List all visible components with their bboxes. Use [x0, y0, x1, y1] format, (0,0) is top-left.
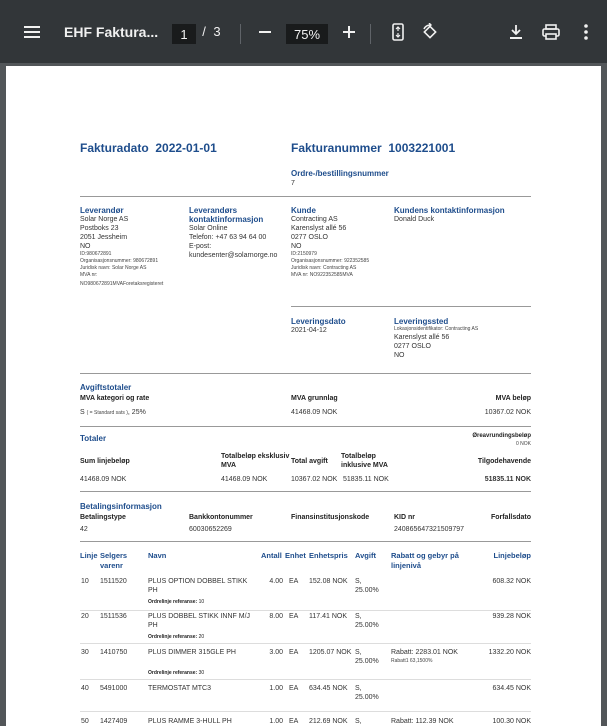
customer-label: Kunde [291, 206, 316, 215]
customer-detail: Organisasjonsnummer: 922352585 [291, 258, 370, 264]
incl-value: 51835.11 NOK [343, 476, 389, 483]
customer-contact-line: Donald Duck [394, 216, 435, 223]
line-name: PLUS DIMMER 315GLE PH [148, 649, 236, 656]
toolbar-divider [370, 24, 371, 44]
order-line-ref [148, 670, 204, 676]
page-number-input[interactable]: 1 [172, 24, 196, 44]
invoice-number-label: Fakturanummer [291, 141, 382, 155]
col-tax-header: Avgift [355, 551, 376, 560]
supplier-line: NO [80, 243, 91, 250]
zoom-input[interactable]: 75% [286, 24, 328, 44]
divider [291, 306, 531, 307]
divider [80, 491, 531, 492]
line-qty: 1.00 [269, 685, 283, 692]
delivery-location-id: Lokasjonsidentifikator: Contracting AS [394, 326, 479, 332]
tax-total-header: Total avgift [291, 458, 328, 465]
printer-icon [542, 24, 560, 40]
divider [80, 426, 531, 427]
payment-type-header: Betalingstype [80, 514, 126, 521]
customer-contact-block [394, 206, 534, 224]
line-unit: EA [289, 685, 299, 692]
tax-base-value: 41468.09 NOK [291, 409, 338, 416]
account-header: Bankkontonummer [189, 514, 253, 521]
order-ref: 7 [291, 180, 295, 187]
delivery-line: NO [394, 352, 405, 359]
institution-header: Finansinstitusjonskode [291, 514, 370, 521]
totals-label: Totaler [80, 434, 107, 443]
customer-line: NO [291, 243, 302, 250]
line-name: TERMOSTAT MTC3 [148, 685, 211, 692]
download-icon [509, 24, 523, 40]
due-header: Tilgodehavende [477, 458, 531, 465]
rotate-button[interactable] [419, 0, 441, 63]
customer-block [291, 206, 391, 279]
col-discount-header: Rabatt og gebyr på linjenivå [391, 551, 459, 570]
tax-category-code: S [80, 409, 85, 416]
customer-contact-label: Kundens kontaktinformasjon [394, 206, 505, 215]
excl-header: Totalbeløp eksklusiv MVA [221, 453, 290, 469]
line-price: 152.08 NOK [309, 578, 348, 585]
order-line-ref-label: Ordrelinje referanse: [148, 599, 198, 605]
order-line-ref-value: 20 [198, 634, 205, 640]
divider [80, 373, 531, 374]
divider [80, 541, 531, 542]
row-divider [80, 610, 531, 611]
supplier-line: Solar Norge AS [80, 216, 129, 223]
line-tax: S, 25.00% [355, 649, 379, 665]
supplier-line: Postboks 23 [80, 225, 119, 232]
line-amount: 634.45 NOK [492, 685, 531, 692]
line-qty: 4.00 [269, 578, 283, 585]
customer-line: Contracting AS [291, 216, 338, 223]
minus-icon [259, 31, 271, 33]
account-value: 60030652269 [189, 526, 232, 533]
sum-value: 41468.09 NOK [80, 476, 127, 483]
line-price: 212.69 NOK [309, 718, 348, 725]
order-line-ref-label: Ordrelinje referanse: [148, 670, 198, 676]
order-line-ref [148, 599, 204, 605]
line-tax: S, 25.00% [355, 578, 379, 594]
fit-page-button[interactable] [388, 0, 408, 63]
line-qty: 1.00 [269, 718, 283, 725]
document-title: EHF Faktura... [64, 23, 159, 40]
delivery-line: 0277 OSLO [394, 343, 431, 350]
kid-value: 240865647321509797 [394, 526, 465, 533]
line-item-number: 1410750 [100, 649, 128, 656]
line-name: PLUS OPTION DOBBEL STIKK PH [148, 578, 248, 594]
line-unit: EA [289, 649, 299, 656]
col-qty-header: Antall [261, 551, 282, 560]
rounding-label: Øreavrundingsbeløp [472, 433, 531, 439]
supplier-contact-label: Leverandørs kontaktinformasjon [189, 206, 264, 224]
more-vertical-icon [584, 24, 588, 40]
invoice-date: 2022-01-01 [155, 141, 217, 155]
customer-line: Karenslyst allé 56 [291, 225, 347, 232]
menu-button[interactable] [18, 0, 46, 63]
line-discount: Rabatt: 112.39 NOK [391, 718, 454, 725]
due-value: 51835.11 NOK [484, 476, 531, 483]
supplier-contact-line: kundesenter@solarnorge.no [189, 252, 278, 259]
delivery-date: 2021-04-12 [291, 327, 327, 334]
line-amount: 608.32 NOK [492, 578, 531, 585]
line-name: PLUS DOBBEL STIKK INNF M/J PH [148, 613, 251, 629]
invoice-number-block [291, 141, 455, 155]
page-total: 3 [213, 24, 221, 39]
toolbar-divider [240, 24, 241, 44]
delivery-place-label: Leveringssted [394, 317, 449, 326]
incl-header: Totalbeløp inklusive MVA [341, 453, 388, 469]
supplier-line: 2051 Jessheim [80, 234, 128, 241]
line-item-number: 1511520 [100, 578, 127, 585]
print-button[interactable] [539, 0, 563, 63]
plus-icon [343, 26, 355, 38]
line-price: 117.41 NOK [309, 613, 348, 620]
line-price: 634.45 NOK [309, 685, 348, 692]
line-number: 40 [81, 685, 89, 692]
tax-totals-label: Avgiftstotaler [80, 383, 132, 392]
payment-label: Betalingsinformasjon [80, 502, 162, 511]
line-unit: EA [289, 578, 299, 585]
hamburger-menu-icon [24, 26, 40, 38]
tax-amount-value: 10367.02 NOK [484, 409, 531, 416]
tax-base-header: MVA grunnlag [291, 395, 338, 402]
sum-header: Sum linjebeløp [80, 458, 130, 465]
supplier-contact-block [189, 206, 289, 260]
kid-header: KID nr [394, 514, 415, 521]
customer-detail: ID:2150979 [291, 251, 317, 257]
col-price-header: Enhetspris [309, 551, 348, 560]
invoice-date-block [80, 141, 217, 155]
due-date-header: Forfallsdato [490, 514, 531, 521]
pdf-toolbar [0, 0, 607, 63]
delivery-date-block [291, 317, 346, 335]
order-line-ref-label: Ordrelinje referanse: [148, 634, 198, 640]
divider [80, 196, 531, 197]
tax-category-note: ( = Standard sats ) [86, 410, 128, 416]
line-unit: EA [289, 613, 299, 620]
line-number: 20 [81, 613, 89, 620]
line-number: 30 [81, 649, 89, 656]
rotate-icon [421, 23, 439, 41]
supplier-block [80, 206, 185, 288]
tax-category-value [80, 408, 146, 417]
line-amount: 1332.20 NOK [488, 649, 531, 656]
line-amount: 100.30 NOK [492, 718, 531, 725]
invoice-date-label: Fakturadato [80, 141, 149, 155]
zoom-in-button[interactable] [338, 0, 360, 63]
order-line-ref-value: 10 [198, 599, 205, 605]
line-price: 1205.07 NOK [309, 649, 352, 656]
line-item-number: 5491000 [100, 685, 128, 692]
delivery-line: Karenslyst allé 56 [394, 334, 450, 341]
row-divider [80, 679, 531, 680]
line-qty: 8.00 [269, 613, 283, 620]
line-number: 10 [81, 578, 89, 585]
tax-category-rate: , 25% [127, 409, 146, 416]
customer-detail: Juridisk navn: Contracting AS [291, 265, 357, 271]
delivery-place-block [394, 317, 534, 360]
page-separator: / [202, 24, 206, 39]
download-button[interactable] [505, 0, 527, 63]
supplier-contact-line: E-post: [189, 243, 212, 250]
col-item-header: Selgers varenr [100, 551, 128, 570]
line-discount-detail: Rabatt1 63,1500% [391, 658, 433, 664]
delivery-date-label: Leveringsdato [291, 317, 346, 326]
customer-detail: MVA nr: NO922352585MVA [291, 272, 353, 278]
supplier-detail: ID:980672891 [80, 251, 112, 257]
tax-amount-header: MVA beløp [495, 395, 531, 402]
document-page [6, 66, 601, 726]
supplier-detail: Organisasjonsnummer: 980672891 [80, 258, 159, 264]
tax-category-header: MVA kategori og rate [80, 395, 150, 402]
row-divider [80, 711, 531, 712]
invoice-number: 1003221001 [388, 141, 456, 155]
supplier-detail: Juridisk navn: Solar Norge AS [80, 265, 147, 271]
supplier-contact-line: Solar Online [189, 225, 228, 232]
order-line-ref [148, 634, 204, 640]
supplier-detail: MVA nr: [80, 272, 98, 278]
line-tax: S, 25.00% [355, 613, 379, 629]
zoom-out-button[interactable] [254, 0, 276, 63]
line-number: 50 [81, 718, 89, 725]
fit-to-page-icon [392, 23, 404, 41]
payment-type-value: 42 [80, 526, 88, 533]
line-unit: EA [289, 718, 299, 725]
supplier-detail: NO980672891MVAForetaksregisteret [80, 281, 164, 287]
order-ref-label: Ordre-/bestillingsnummer [291, 169, 389, 178]
line-tax: S, [355, 718, 362, 725]
line-tax: S, 25.00% [355, 685, 379, 701]
col-amount-header: Linjebeløp [493, 551, 531, 560]
tax-total-value: 10367.02 NOK [291, 476, 338, 483]
col-unit-header: Enhet [285, 551, 306, 560]
customer-line: 0277 OSLO [291, 234, 328, 241]
line-item-number: 1511536 [100, 613, 127, 620]
col-line-header: Linje [80, 551, 98, 560]
order-line-ref-value: 30 [198, 670, 205, 676]
supplier-label: Leverandør [80, 206, 124, 215]
col-name-header: Navn [148, 551, 167, 560]
row-divider [80, 643, 531, 644]
line-amount: 939.28 NOK [492, 613, 531, 620]
line-discount: Rabatt: 2283.01 NOK [391, 649, 458, 656]
more-options-button[interactable] [578, 0, 594, 63]
excl-value: 41468.09 NOK [221, 476, 268, 483]
line-name: PLUS RAMME 3-HULL PH [148, 718, 232, 725]
rounding-value: 0 NOK [515, 441, 531, 447]
line-item-number: 1427409 [100, 718, 128, 725]
supplier-contact-line: Telefon: +47 63 94 64 00 [189, 234, 267, 241]
line-qty: 3.00 [269, 649, 283, 656]
